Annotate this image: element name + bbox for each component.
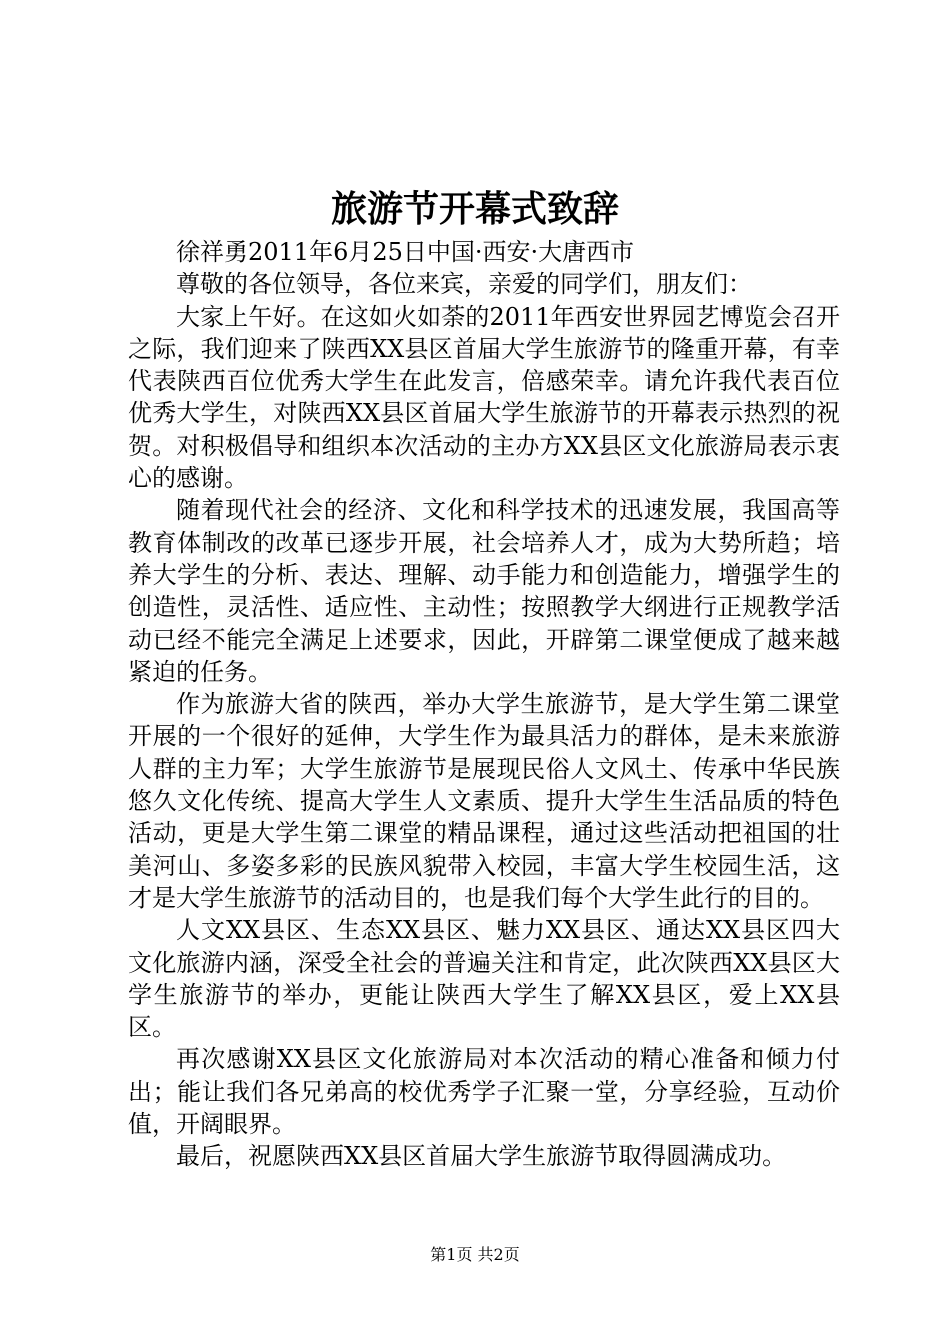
body-paragraph: 再次感谢XX县区文化旅游局对本次活动的精心准备和倾力付出；能让我们各兄弟高的校优秀学子汇聚一堂，分享经验，互动价值，开阔眼界。	[128, 1045, 840, 1139]
salutation-paragraph: 尊敬的各位领导，各位来宾，亲爱的同学们，朋友们：	[176, 270, 752, 299]
document-body	[128, 236, 840, 1173]
closing-paragraph: 最后，祝愿陕西XX县区首届大学生旅游节取得圆满成功。	[176, 1142, 787, 1171]
page-number-footer: 第1页 共2页	[430, 1245, 520, 1264]
body-paragraph: 随着现代社会的经济、文化和科学技术的迅速发展，我国高等教育体制改的改革已逐步开展，社会培养人才，成为大势所趋；培养大学生的分析、表达、理解、动手能力和创造能力，增强学生的创造性，灵活性、适应性、主动性；按照教学大纲进行正规教学活动已经不能完全满足上述要求，因此，开辟第二课堂便成了越来越紧迫的任务。	[128, 496, 840, 686]
byline-paragraph: 徐祥勇2011年6月25日中国·西安·大唐西市	[176, 238, 635, 266]
body-paragraph: 人文XX县区、生态XX县区、魅力XX县区、通达XX县区四大文化旅游内涵，深受全社会的普遍关注和肯定，此次陕西XX县区大学生旅游节的举办，更能让陕西大学生了解XX县区，爱上XX县区。	[128, 916, 840, 1042]
body-paragraph: 大家上午好。在这如火如荼的2011年西安世界园艺博览会召开之际，我们迎来了陕西XX县区首届大学生旅游节的隆重开幕，有幸代表陕西百位优秀大学生在此发言，倍感荣幸。请允许我代表百位优秀大学生，对陕西XX县区首届大学生旅游节的开幕表示热烈的祝贺。对积极倡导和组织本次活动的主办方XX县区文化旅游局表示衷心的感谢。	[128, 302, 840, 493]
document-title: 旅游节开幕式致辞	[330, 188, 619, 230]
body-paragraph: 作为旅游大省的陕西，举办大学生旅游节，是大学生第二课堂开展的一个很好的延伸，大学生作为最具活力的群体，是未来旅游人群的主力军；大学生旅游节是展现民俗人文风土、传承中华民族悠久文化传统、提高大学生人文素质、提升大学生生活品质的特色活动，更是大学生第二课堂的精品课程，通过这些活动把祖国的壮美河山、多姿多彩的民族风貌带入校园，丰富大学生校园生活，这才是大学生旅游节的活动目的，也是我们每个大学生此行的目的。	[128, 690, 840, 912]
